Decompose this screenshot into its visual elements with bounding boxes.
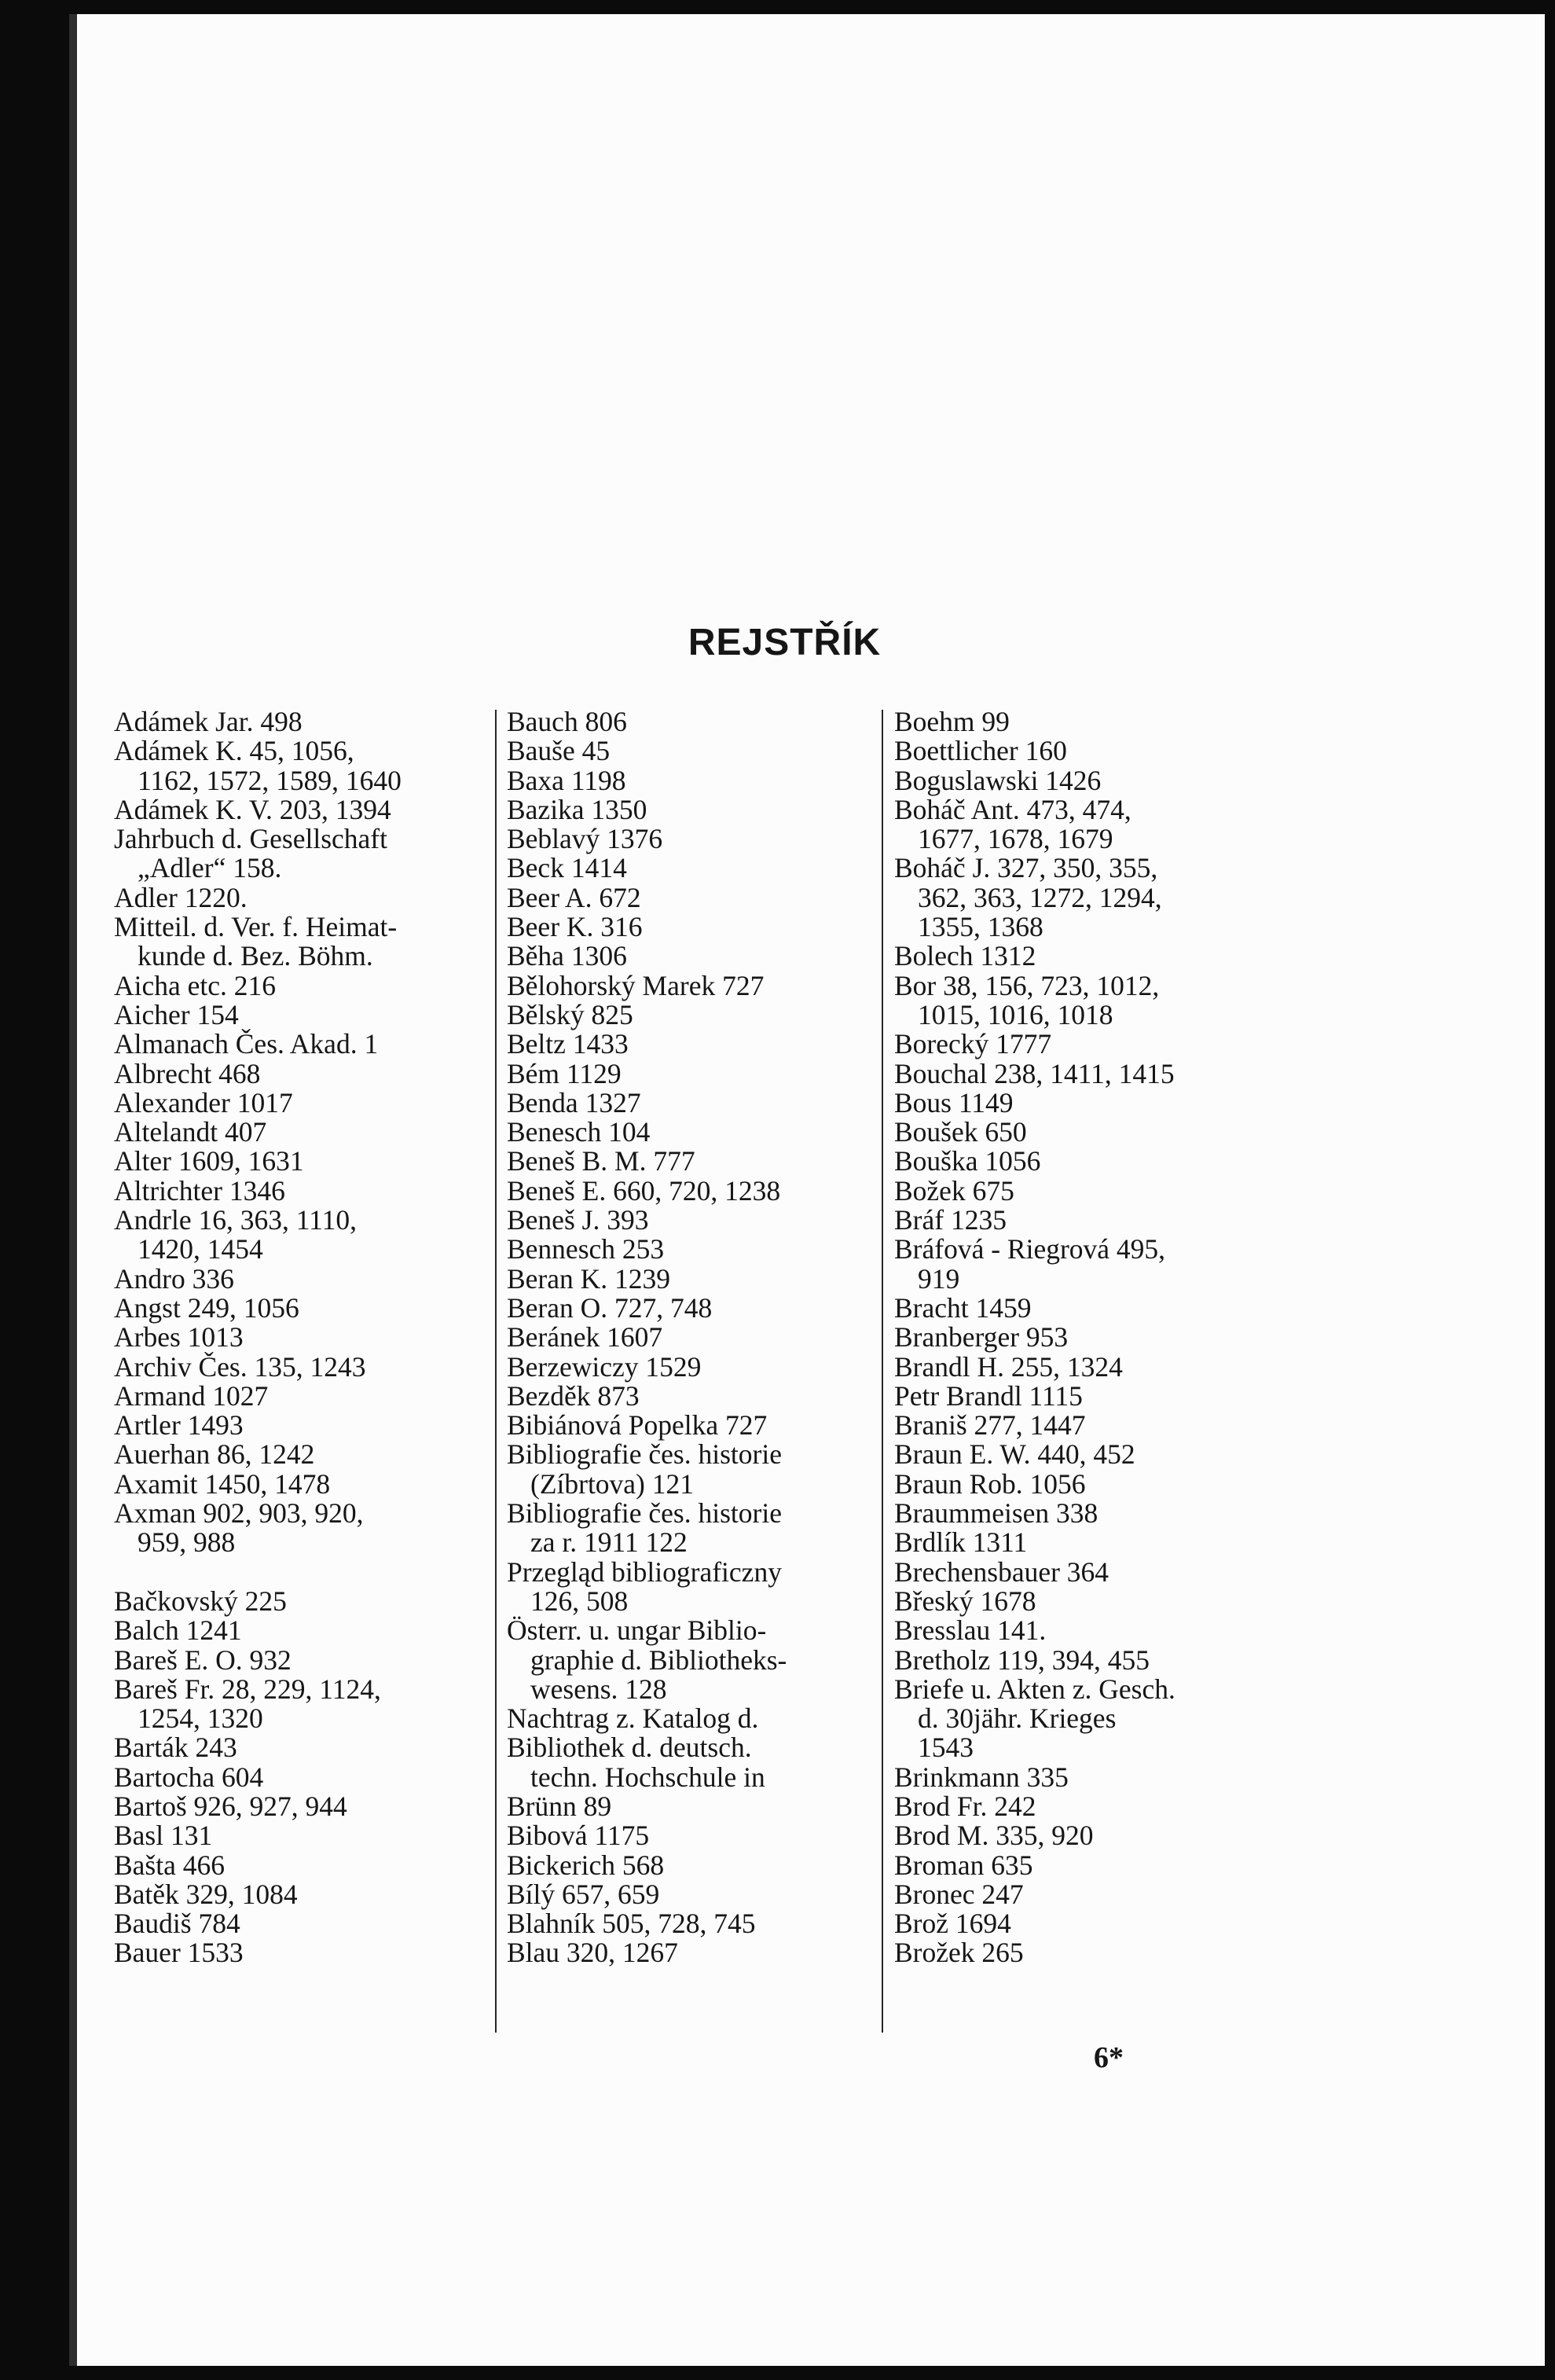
- index-entry-line: Branberger 953: [894, 1321, 1069, 1353]
- index-entry-line: 1543: [918, 1732, 974, 1764]
- index-entry-line: Bronec 247: [894, 1878, 1024, 1910]
- index-entry-line: Braun Rob. 1056: [894, 1467, 1086, 1500]
- index-entry-line: Bauše 45: [507, 735, 611, 767]
- index-entry-line: Benda 1327: [507, 1086, 641, 1118]
- index-entry-line: Bresslau 141.: [894, 1614, 1047, 1647]
- index-entry-line: d. 30jähr. Krieges: [918, 1702, 1117, 1735]
- index-entry-line: 1420, 1454: [138, 1233, 263, 1265]
- index-entry-line: 1254, 1320: [138, 1702, 263, 1735]
- index-entry-line: Brechensbauer 364: [894, 1555, 1109, 1588]
- index-entry-line: Boehm 99: [894, 706, 1010, 737]
- index-entry-line: Andrle 16, 363, 1110,: [114, 1204, 357, 1236]
- page-title: REJSTŘÍK: [688, 622, 882, 663]
- index-entry-line: Broman 635: [894, 1849, 1033, 1881]
- index-entry-line: Angst 249, 1056: [114, 1291, 299, 1324]
- index-entry-line: Bennesch 253: [507, 1233, 665, 1265]
- index-entry-line: 1355, 1368: [918, 911, 1043, 943]
- index-entry-line: Brož 1694: [894, 1908, 1011, 1940]
- index-entry-line: Bickerich 568: [507, 1849, 665, 1881]
- index-entry-line: Bareš Fr. 28, 229, 1124,: [114, 1673, 381, 1705]
- page-number: 6*: [1094, 2041, 1124, 2074]
- index-entry-line: Beer K. 316: [507, 911, 643, 943]
- index-entry-line: Beer A. 672: [507, 881, 641, 913]
- index-column-3: [894, 707, 1275, 1968]
- index-entry-line: Bibová 1175: [507, 1820, 650, 1852]
- index-entry-line: Bauer 1533: [114, 1937, 244, 1969]
- index-entry-line: Blahník 505, 728, 745: [507, 1908, 756, 1940]
- index-entry-line: Baxa 1198: [507, 764, 626, 796]
- index-entry-line: Albrecht 468: [114, 1057, 261, 1089]
- index-entry-line: Bibliografie čes. historie: [507, 1438, 782, 1471]
- index-entry-line: Bělský 825: [507, 998, 633, 1030]
- index-entry-line: Bretholz 119, 394, 455: [894, 1644, 1150, 1676]
- index-entry-line: Brandl H. 255, 1324: [894, 1350, 1123, 1383]
- index-entry-line: Břeský 1678: [894, 1585, 1036, 1617]
- index-entry-line: Altelandt 407: [114, 1116, 267, 1148]
- index-entry-line: Adámek K. 45, 1056,: [114, 735, 354, 767]
- index-entry-line: Beltz 1433: [507, 1028, 629, 1060]
- index-entry-line: Beck 1414: [507, 852, 627, 884]
- column-divider: [495, 710, 497, 2033]
- index-entry-line: Bělohorský Marek 727: [507, 969, 765, 1001]
- index-entry-line: Axamit 1450, 1478: [114, 1467, 331, 1500]
- index-entry-line: Armand 1027: [114, 1379, 269, 1412]
- index-entry-line: kunde d. Bez. Böhm.: [138, 940, 373, 972]
- index-entry-line: Boháč Ant. 473, 474,: [894, 793, 1131, 825]
- index-entry-line: Borecký 1777: [894, 1028, 1052, 1060]
- index-entry-line: Beneš B. M. 777: [507, 1145, 695, 1177]
- index-entry-line: Aicher 154: [114, 998, 239, 1030]
- index-entry-line: Boušek 650: [894, 1116, 1027, 1148]
- index-entry-line: 919: [918, 1262, 960, 1295]
- index-entry-line: Bolech 1312: [894, 940, 1036, 972]
- index-entry-line: Bráf 1235: [894, 1204, 1007, 1236]
- index-entry-line: Jahrbuch d. Gesellschaft: [114, 823, 387, 855]
- index-entry-line: Bouška 1056: [894, 1145, 1041, 1177]
- index-entry-line: Petr Brandl 1115: [894, 1379, 1083, 1412]
- index-entry-line: wesens. 128: [530, 1673, 667, 1705]
- index-entry-line: Běha 1306: [507, 940, 627, 972]
- index-entry-line: 1677, 1678, 1679: [918, 823, 1113, 855]
- index-entry-line: Brod Fr. 242: [894, 1790, 1036, 1822]
- index-entry-line: Braummeisen 338: [894, 1497, 1098, 1530]
- index-entry-line: Balch 1241: [114, 1614, 242, 1647]
- index-entry-line: Adámek Jar. 498: [114, 706, 303, 737]
- index-entry-line: Brinkmann 335: [894, 1761, 1069, 1793]
- index-entry-line: Nachtrag z. Katalog d.: [507, 1702, 759, 1735]
- index-entry-line: Beneš J. 393: [507, 1204, 649, 1236]
- index-entry-line: Bezděk 873: [507, 1379, 640, 1412]
- index-entry-line: Bašta 466: [114, 1849, 225, 1881]
- index-entry-line: Berzewiczy 1529: [507, 1350, 702, 1383]
- index-entry-line: Österr. u. ungar Biblio-: [507, 1614, 767, 1647]
- index-entry-line: Bous 1149: [894, 1086, 1014, 1118]
- index-entry-line: Przegląd bibliograficzny: [507, 1555, 782, 1588]
- index-entry-line: Braun E. W. 440, 452: [894, 1438, 1135, 1471]
- index-entry-line: Adámek K. V. 203, 1394: [114, 793, 391, 825]
- index-entry-line: Bibliografie čes. historie: [507, 1497, 782, 1530]
- index-column-1: [114, 707, 491, 1968]
- index-entry-line: Beránek 1607: [507, 1321, 663, 1353]
- index-entry-line: Bartoš 926, 927, 944: [114, 1790, 347, 1822]
- index-entry-line: Brünn 89: [507, 1790, 612, 1822]
- index-entry-line: Archiv Čes. 135, 1243: [114, 1350, 366, 1383]
- index-entry-line: Bazika 1350: [507, 793, 647, 825]
- index-entry-line: Arbes 1013: [114, 1321, 244, 1353]
- index-entry-line: Bibliothek d. deutsch.: [507, 1732, 752, 1764]
- index-entry-line: Mitteil. d. Ver. f. Heimat-: [114, 911, 398, 943]
- index-entry-line: Baudiš 784: [114, 1908, 240, 1940]
- index-entry-line: Beran O. 727, 748: [507, 1291, 713, 1324]
- index-entry-line: Braniš 277, 1447: [894, 1409, 1086, 1442]
- index-entry-line: Barták 243: [114, 1732, 237, 1764]
- index-entry-line: 126, 508: [530, 1585, 629, 1617]
- index-entry-line: Bílý 657, 659: [507, 1878, 660, 1910]
- index-entry-line: Bartocha 604: [114, 1761, 264, 1793]
- index-entry-line: Beran K. 1239: [507, 1262, 671, 1295]
- index-entry-line: Brod M. 335, 920: [894, 1820, 1094, 1852]
- index-entry-line: 959, 988: [138, 1526, 236, 1559]
- index-entry-line: Briefe u. Akten z. Gesch.: [894, 1673, 1175, 1705]
- index-entry-line: Bráfová - Riegrová 495,: [894, 1233, 1166, 1265]
- index-entry-line: „Adler“ 158.: [138, 852, 282, 884]
- index-entry-line: Bačkovský 225: [114, 1585, 287, 1617]
- index-entry-line: 362, 363, 1272, 1294,: [918, 881, 1162, 913]
- index-entry-line: Artler 1493: [114, 1409, 244, 1442]
- index-entry-line: (Zíbrtova) 121: [530, 1467, 695, 1500]
- index-entry-line: Aicha etc. 216: [114, 969, 277, 1001]
- index-entry-line: Alter 1609, 1631: [114, 1145, 304, 1177]
- index-entry-line: Almanach Čes. Akad. 1: [114, 1028, 379, 1060]
- index-entry-line: Blau 320, 1267: [507, 1937, 678, 1969]
- index-entry-line: Boettlicher 160: [894, 735, 1067, 767]
- index-entry-line: Altrichter 1346: [114, 1174, 285, 1207]
- index-entry-line: techn. Hochschule in: [530, 1761, 765, 1793]
- index-entry-line: Benesch 104: [507, 1116, 651, 1148]
- index-entry-line: Bor 38, 156, 723, 1012,: [894, 969, 1160, 1001]
- index-entry-line: Brožek 265: [894, 1937, 1024, 1969]
- index-entry-line: Andro 336: [114, 1262, 234, 1295]
- index-column-2: [507, 707, 888, 1968]
- index-entry-line: Božek 675: [894, 1174, 1014, 1207]
- index-entry-line: Alexander 1017: [114, 1086, 293, 1118]
- index-entry-line: Bracht 1459: [894, 1291, 1032, 1324]
- index-entry-line: Bauch 806: [507, 706, 627, 737]
- index-entry-line: Boguslawski 1426: [894, 764, 1102, 796]
- index-entry-line: Bouchal 238, 1411, 1415: [894, 1057, 1175, 1089]
- index-entry-line: Batěk 329, 1084: [114, 1878, 298, 1910]
- index-entry-line: 1015, 1016, 1018: [918, 998, 1113, 1030]
- index-entry-line: Axman 902, 903, 920,: [114, 1497, 364, 1530]
- index-entry-line: graphie d. Bibliotheks-: [530, 1644, 787, 1676]
- index-entry-line: 1162, 1572, 1589, 1640: [138, 764, 402, 796]
- index-entry-line: za r. 1911 122: [530, 1526, 688, 1559]
- index-entry-line: Bibiánová Popelka 727: [507, 1409, 768, 1442]
- index-entry-line: Beblavý 1376: [507, 823, 663, 855]
- index-entry-line: Bareš E. O. 932: [114, 1644, 292, 1676]
- index-entry-line: Brdlík 1311: [894, 1526, 1028, 1559]
- index-entry-line: Adler 1220.: [114, 881, 248, 913]
- index-entry-line: Bém 1129: [507, 1057, 622, 1089]
- index-entry-line: Boháč J. 327, 350, 355,: [894, 852, 1158, 884]
- index-entry-line: Beneš E. 660, 720, 1238: [507, 1174, 781, 1207]
- index-entry-line: Basl 131: [114, 1820, 213, 1852]
- index-entry-line: Auerhan 86, 1242: [114, 1438, 315, 1471]
- index-entry-line: [114, 1558, 491, 1587]
